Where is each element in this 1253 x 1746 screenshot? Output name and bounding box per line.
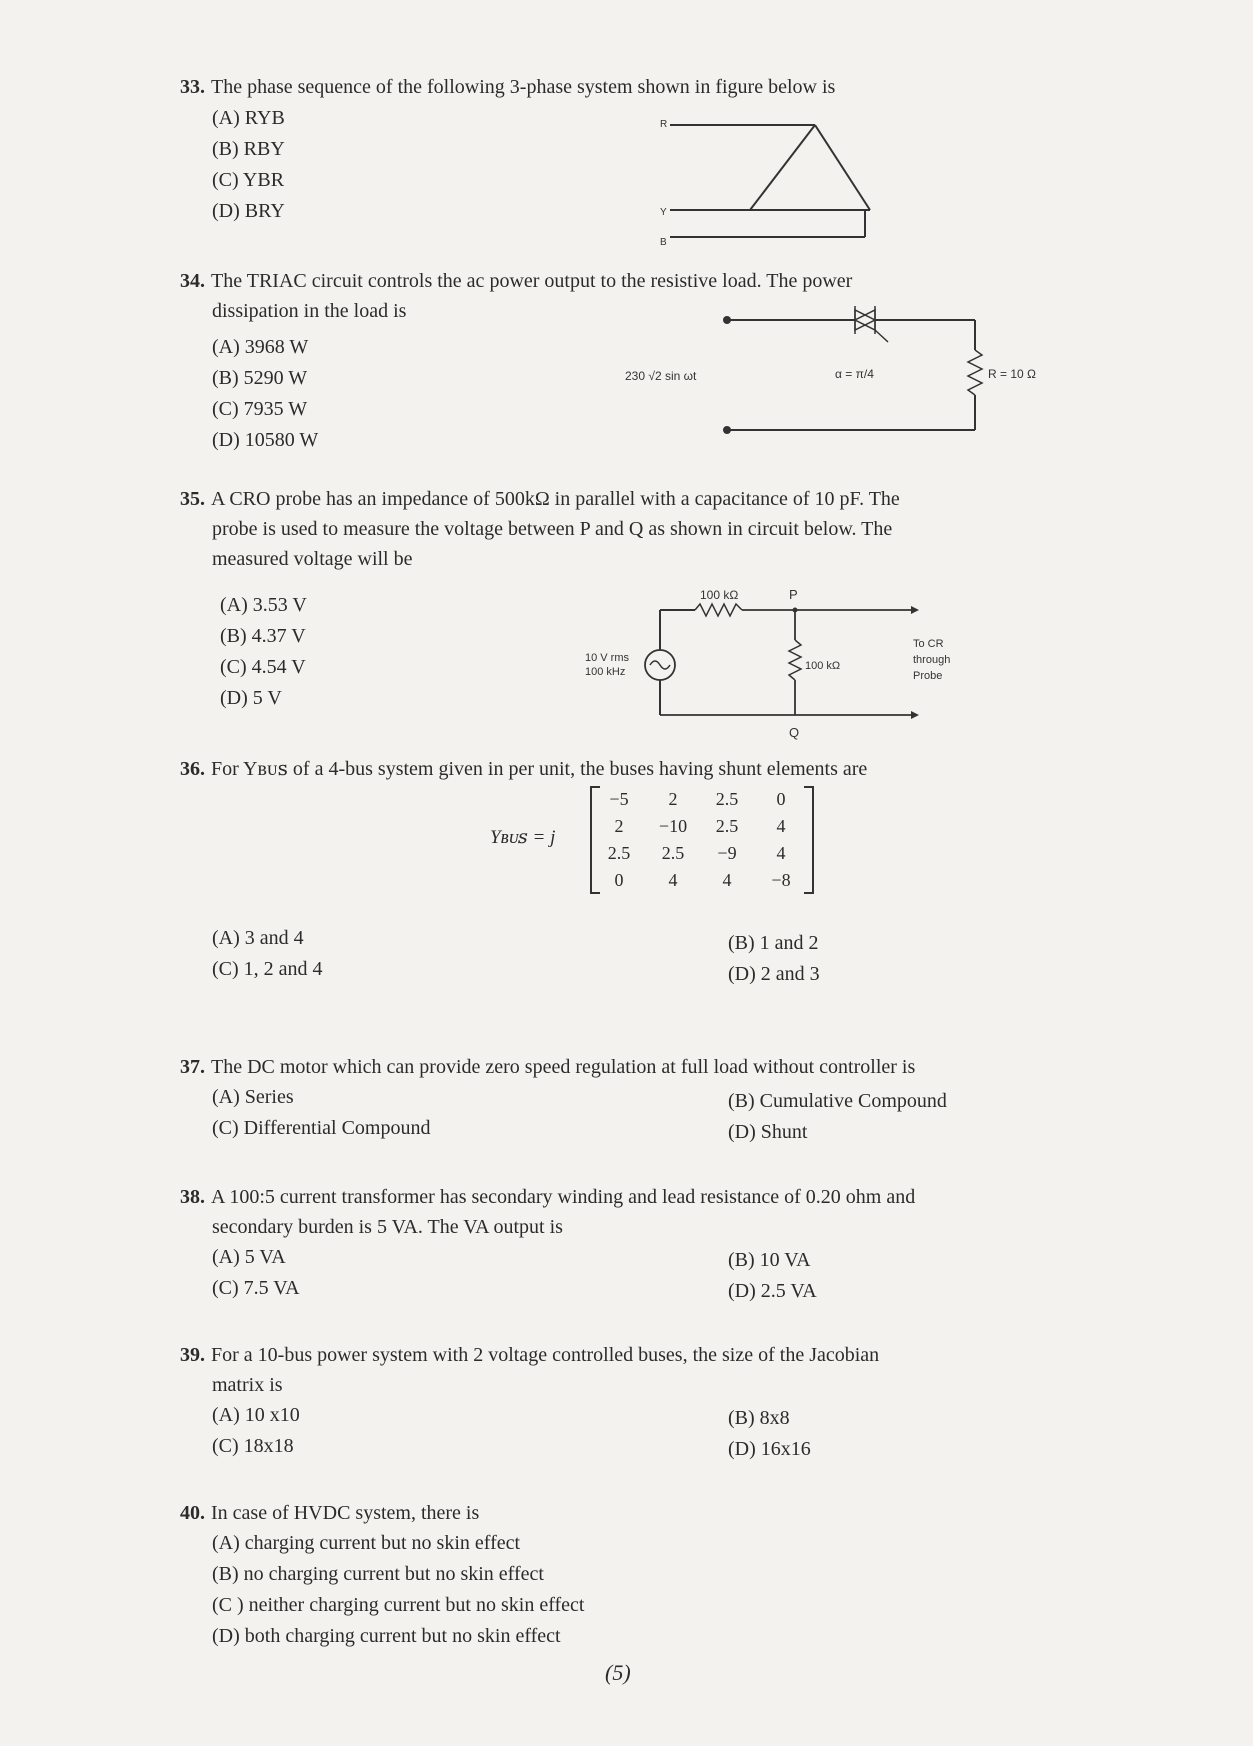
question-number: 33.	[180, 76, 205, 98]
option-b: (B) no charging current but no skin effect	[212, 1563, 544, 1585]
question-number: 39.	[180, 1344, 205, 1366]
question-stem: A CRO probe has an impedance of 500kΩ in parallel with a capacitance of 10 pF. The	[211, 488, 900, 510]
question-39	[180, 1340, 1100, 1400]
matrix-cell: 0	[614, 870, 624, 890]
three-phase-figure	[650, 115, 910, 260]
question-number: 37.	[180, 1056, 205, 1078]
option-a: (A) 3 and 4	[212, 927, 304, 949]
option-c: (C ) neither charging current but no skin effect	[212, 1594, 585, 1616]
load-label: R = 10 Ω	[988, 367, 1036, 381]
option-b: (B) RBY	[212, 138, 285, 160]
option-b: (B) 1 and 2	[728, 932, 819, 954]
shunt-resistor-label: 100 kΩ	[805, 660, 841, 672]
option-d: (D) Shunt	[728, 1121, 808, 1143]
question-number: 36.	[180, 758, 205, 780]
matrix-row	[592, 867, 812, 894]
matrix-cell: 4	[776, 816, 786, 836]
matrix-cell: 4	[668, 870, 678, 890]
cro-probe-diagram	[555, 585, 975, 745]
question-number: 38.	[180, 1186, 205, 1208]
three-phase-diagram	[650, 115, 910, 255]
question-stem-continued: matrix is	[212, 1374, 283, 1396]
matrix-cell: 2	[614, 816, 624, 836]
probe-label-2: through	[913, 654, 951, 666]
label-y: Y	[660, 207, 667, 218]
question-stem-continued: secondary burden is 5 VA. The VA output is	[212, 1216, 563, 1238]
question-38	[180, 1182, 1100, 1242]
option-b: (B) 8x8	[728, 1407, 790, 1429]
page-number: (5)	[605, 1660, 631, 1685]
matrix-cell: 2	[668, 789, 678, 809]
option-d: (D) 10580 W	[212, 429, 319, 451]
option-a: (A) 3.53 V	[220, 594, 307, 616]
question-stem: For Yʙᴜꜱ of a 4-bus system given in per unit, the buses having shunt elements are	[211, 758, 868, 780]
question-number: 40.	[180, 1502, 205, 1524]
matrix-cell: −5	[609, 789, 629, 809]
option-b: (B) 4.37 V	[220, 625, 306, 647]
label-r: R	[660, 119, 668, 130]
matrix-cell: 4	[776, 843, 786, 863]
option-a: (A) Series	[212, 1086, 294, 1108]
question-stem: A 100:5 current transformer has secondary winding and lead resistance of 0.20 ohm and	[211, 1186, 916, 1208]
option-c: (C) 18x18	[212, 1435, 294, 1457]
question-stem: In case of HVDC system, there is	[211, 1502, 480, 1524]
option-c: (C) 7935 W	[212, 398, 308, 420]
option-d: (D) both charging current but no skin effect	[212, 1625, 561, 1647]
matrix-cell: 2.5	[715, 816, 739, 836]
cro-probe-figure	[555, 585, 975, 750]
option-d: (D) BRY	[212, 200, 285, 222]
option-b: (B) 5290 W	[212, 367, 308, 389]
option-d: (D) 2 and 3	[728, 963, 820, 985]
option-c: (C) 1, 2 and 4	[212, 958, 323, 980]
question-number: 34.	[180, 270, 205, 292]
question-36	[180, 754, 1100, 784]
question-35	[180, 484, 1100, 574]
triac-circuit-figure	[625, 300, 1090, 445]
option-a: (A) RYB	[212, 107, 285, 129]
matrix-row	[592, 813, 812, 840]
question-stem: The DC motor which can provide zero speed regulation at full load without controller is	[211, 1056, 916, 1078]
option-b: (B) Cumulative Compound	[728, 1090, 947, 1112]
matrix-cell: 2.5	[715, 789, 739, 809]
question-stem-continued: probe is used to measure the voltage between P and Q as shown in circuit below. The	[212, 518, 893, 540]
option-a: (A) 3968 W	[212, 336, 309, 358]
option-a: (A) 5 VA	[212, 1246, 286, 1268]
option-d: (D) 16x16	[728, 1438, 811, 1460]
node-p-label: P	[789, 587, 798, 602]
question-37	[180, 1052, 1100, 1082]
matrix-cell: −10	[658, 816, 688, 836]
alpha-label: α = π/4	[835, 367, 874, 381]
question-stem: For a 10-bus power system with 2 voltage controlled buses, the size of the Jacobian	[211, 1344, 880, 1366]
matrix-label: Yʙᴜꜱ = j	[490, 827, 556, 848]
matrix-cell: 4	[722, 870, 732, 890]
matrix-row	[592, 840, 812, 867]
matrix-cell: 0	[776, 789, 786, 809]
question-number: 35.	[180, 488, 205, 510]
question-stem: The phase sequence of the following 3-phase system shown in figure below is	[211, 76, 836, 98]
matrix-cell: 2.5	[607, 843, 631, 863]
question-stem-continued: dissipation in the load is	[212, 300, 407, 322]
ybus-matrix	[490, 786, 830, 896]
probe-label-3: Probe	[913, 670, 943, 682]
option-b: (B) 10 VA	[728, 1249, 811, 1271]
matrix-grid	[590, 786, 814, 894]
option-c: (C) 4.54 V	[220, 656, 306, 678]
option-d: (D) 5 V	[220, 687, 282, 709]
triac-circuit-diagram	[625, 300, 1090, 440]
question-33	[180, 72, 1100, 102]
question-40	[180, 1498, 1100, 1528]
series-resistor-label: 100 kΩ	[700, 588, 739, 602]
option-c: (C) YBR	[212, 169, 285, 191]
matrix-cell: 2.5	[661, 843, 685, 863]
label-b: B	[660, 237, 667, 248]
option-a: (A) 10 x10	[212, 1404, 300, 1426]
probe-label-1: To CR	[913, 638, 944, 650]
matrix-row	[592, 786, 812, 813]
source-label-1: 10 V rms	[585, 652, 630, 664]
option-d: (D) 2.5 VA	[728, 1280, 817, 1302]
source-label-2: 100 kHz	[585, 666, 626, 678]
question-stem: The TRIAC circuit controls the ac power output to the resistive load. The power	[211, 270, 853, 292]
matrix-cell: −8	[771, 870, 791, 890]
option-c: (C) 7.5 VA	[212, 1277, 300, 1299]
source-label: 230 √2 sin ωt	[625, 369, 697, 383]
matrix-cell: −9	[717, 843, 737, 863]
question-stem-continued: measured voltage will be	[212, 548, 413, 570]
option-a: (A) charging current but no skin effect	[212, 1532, 521, 1554]
option-c: (C) Differential Compound	[212, 1117, 431, 1139]
node-q-label: Q	[789, 725, 800, 740]
